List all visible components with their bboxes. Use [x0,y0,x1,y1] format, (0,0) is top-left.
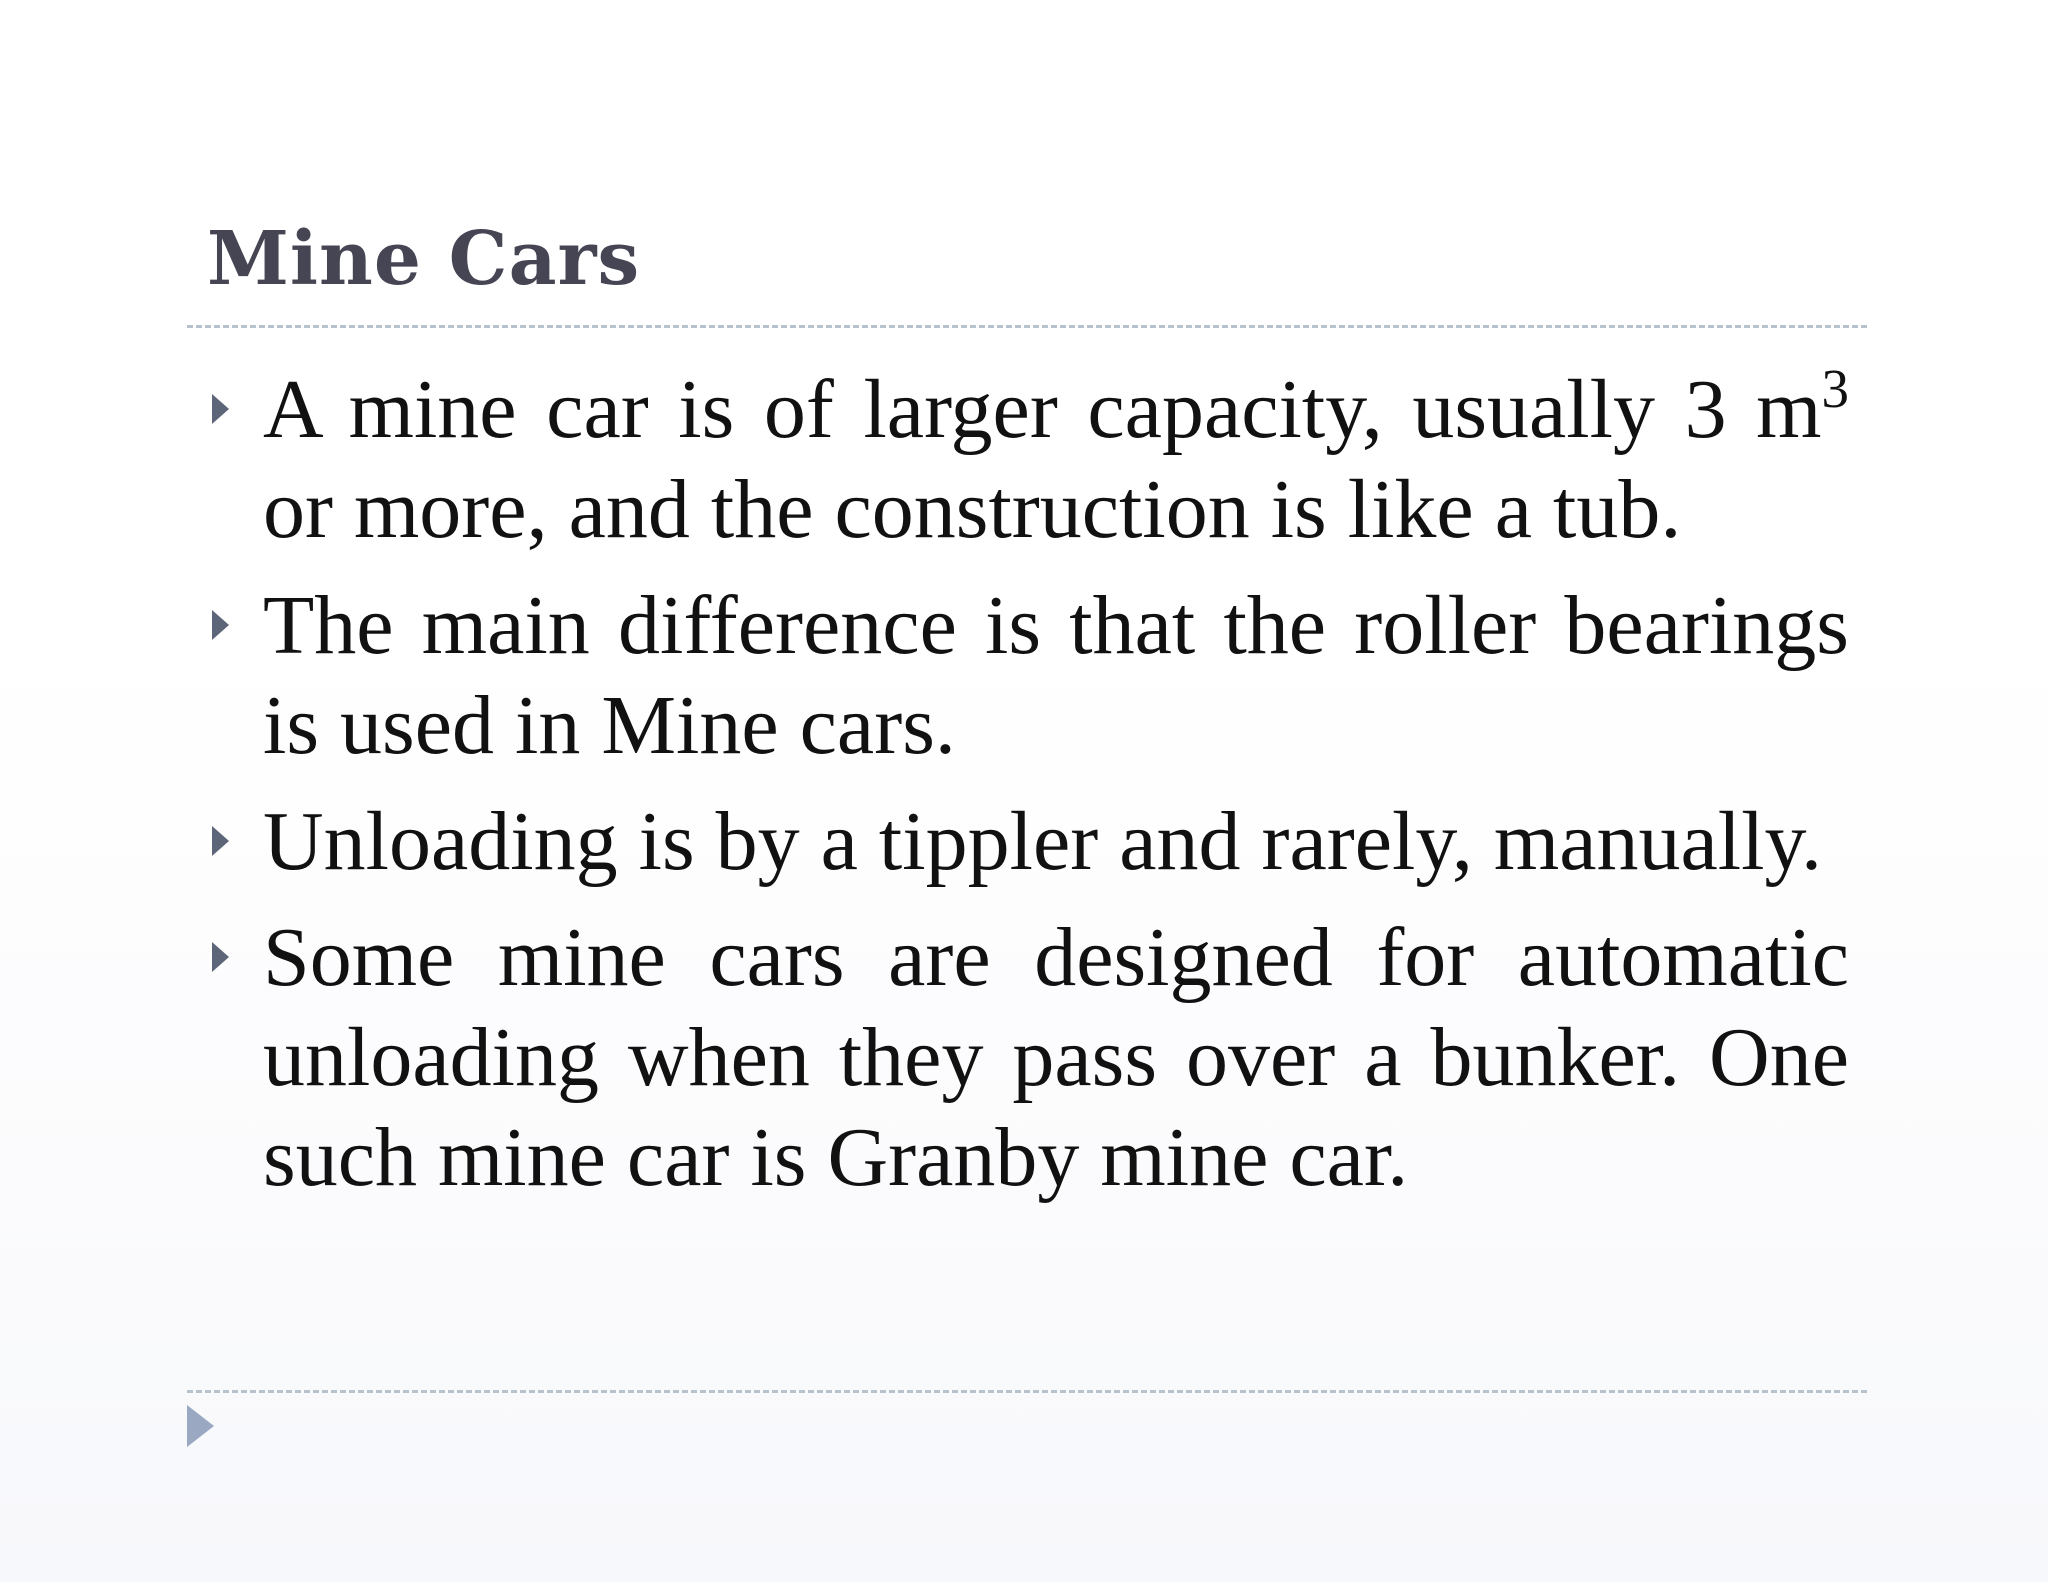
bullet-text: A mine car is of larger capacity, usually 3 m [263,363,1822,456]
superscript: 3 [1821,358,1849,419]
slide-title: Mine Cars [207,216,641,302]
bullet-item [207,576,1849,776]
triangle-bullet-icon [212,826,229,856]
bullet-item [207,908,1849,1208]
triangle-bullet-icon [212,610,229,640]
footer-divider [187,1390,1867,1393]
triangle-bullet-icon [212,942,229,972]
bullet-text: The main difference is that the roller bearings is used in Mine cars. [263,579,1849,772]
triangle-bullet-icon [212,394,229,424]
bullet-text: Some mine cars are designed for automatic unloading when they pass over a bunker. One such mine car is Granby mine car. [263,911,1849,1204]
bullet-text-continued: or more, and the construction is like a tub. [263,463,1682,556]
play-arrow-icon[interactable] [187,1405,214,1447]
bullet-item [207,792,1849,892]
bullet-item [207,360,1849,560]
bullet-list [207,360,1849,1224]
bullet-text: Unloading is by a tippler and rarely, manually. [263,795,1823,888]
title-divider [187,325,1867,328]
